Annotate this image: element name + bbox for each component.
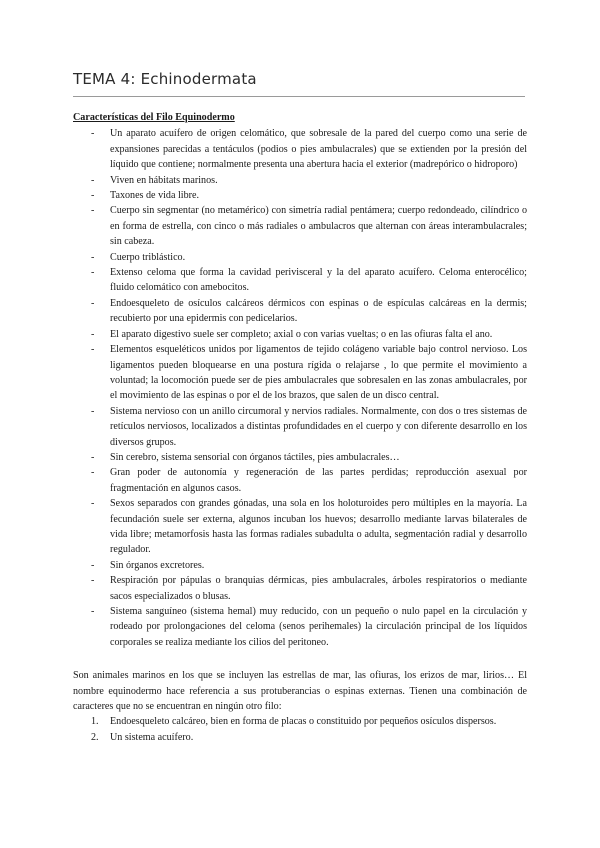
list-item: - Un aparato acuífero de origen celomático, que sobresale de la pared del cuerpo como una serie de expansiones parecidas a tentáculos (podios o pies ambulacrales) que se extienden por la presión del líquido que contiene; normalmente presenta una abertura hacia el exterior (madrepórico o hidroporo): [91, 128, 527, 171]
intro-paragraph: Son animales marinos en los que se incluyen las estrellas de mar, las ofiuras, los erizos de mar, lirios… El nombre equinodermo hace referencia a sus protuberancias o espinas externas. Tienen una combinación de caracteres que no se encuentran en ningún otro filo:: [73, 670, 527, 713]
list-item: - Gran poder de autonomía y regeneración de las partes perdidas; reproducción asexual por fragmentación en algunos casos.: [91, 467, 527, 494]
document-body: [73, 110, 527, 745]
list-item: - El aparato digestivo suele ser completo; axial o con varias vueltas; o en las ofiuras falta el ano.: [91, 328, 493, 340]
section-heading: Características del Filo Equinodermo: [73, 112, 235, 123]
list-item: - Sexos separados con grandes gónadas, una sola en los holoturoides pero múltiples en la mayoría. La fecundación suele ser externa, algunos incuban los huevos; desarrollo mediante larvas bilaterales de vida libre; metamorfosis hasta las formas radiales subadulta o adulta, segmentación radial y desarrollo regulador.: [91, 498, 527, 556]
numbered-list: [73, 714, 527, 745]
list-item: - Sistema nervioso con un anillo circumoral y nervios radiales. Normalmente, con dos o tres sistemas de retículos nerviosos, localizados a distintas profundidades en el cuerpo y con diferente desarrollo en los diversos grupos.: [91, 405, 527, 448]
list-item: - Endoesqueleto de osículos calcáreos dérmicos con espinas o de espículas calcáreas en la dermis; recubierto por una epidermis con pedicelarios.: [91, 297, 527, 325]
list-item: - Elementos esqueléticos unidos por ligamentos de tejido colágeno variable bajo control nervioso. Los ligamentos pueden bloquearse en una postura rígida o relajarse , lo que permite el movimiento a voluntad; la locomoción puede ser de pies ambulacrales que sobresalen en las zonas ambulacrales, por el movimiento de las espinas o por el de los brazos, que salen de un disco central.: [91, 344, 527, 402]
characteristics-list: [73, 126, 527, 650]
list-item: - Sin cerebro, sistema sensorial con órganos táctiles, pies ambulacrales…: [91, 451, 400, 463]
numbered-item: 1. Endoesqueleto calcáreo, bien en forma de placas o constituido por pequeños osículos dispersos.: [91, 716, 497, 728]
page-title: TEMA 4: Echinodermata: [73, 70, 257, 88]
list-item: - Cuerpo sin segmentar (no metamérico) con simetría radial pentámera; cuerpo redondeado, cilíndrico o en forma de estrella, con cinco o más radiales o ambulacros que alternan con áreas interambulacrales; sin cabeza.: [91, 205, 527, 248]
list-item: - Extenso celoma que forma la cavidad perivisceral y la del aparato acuífero. Celoma enterocélico; fluido celomático con amebocitos.: [91, 267, 527, 294]
numbered-item: 2. Un sistema acuífero.: [91, 731, 194, 743]
list-item: - Viven en hábitats marinos.: [91, 174, 218, 186]
list-item: - Cuerpo triblástico.: [91, 251, 186, 263]
list-item: - Respiración por pápulas o branquias dérmicas, pies ambulacrales, árboles respiratorios o mediante sacos especializados o blusas.: [91, 575, 527, 602]
list-item: - Taxones de vida libre.: [91, 190, 199, 202]
list-item: - Sin órganos excretores.: [91, 559, 205, 571]
list-item: - Sistema sanguíneo (sistema hemal) muy reducido, con un pequeño o nulo papel en la circulación y rodeado por prolongaciones del celoma (senos perihemales) la circulación principal de los líquidos corporales se realiza mediante los cilios del peritoneo.: [91, 606, 527, 648]
title-divider: [73, 96, 525, 97]
